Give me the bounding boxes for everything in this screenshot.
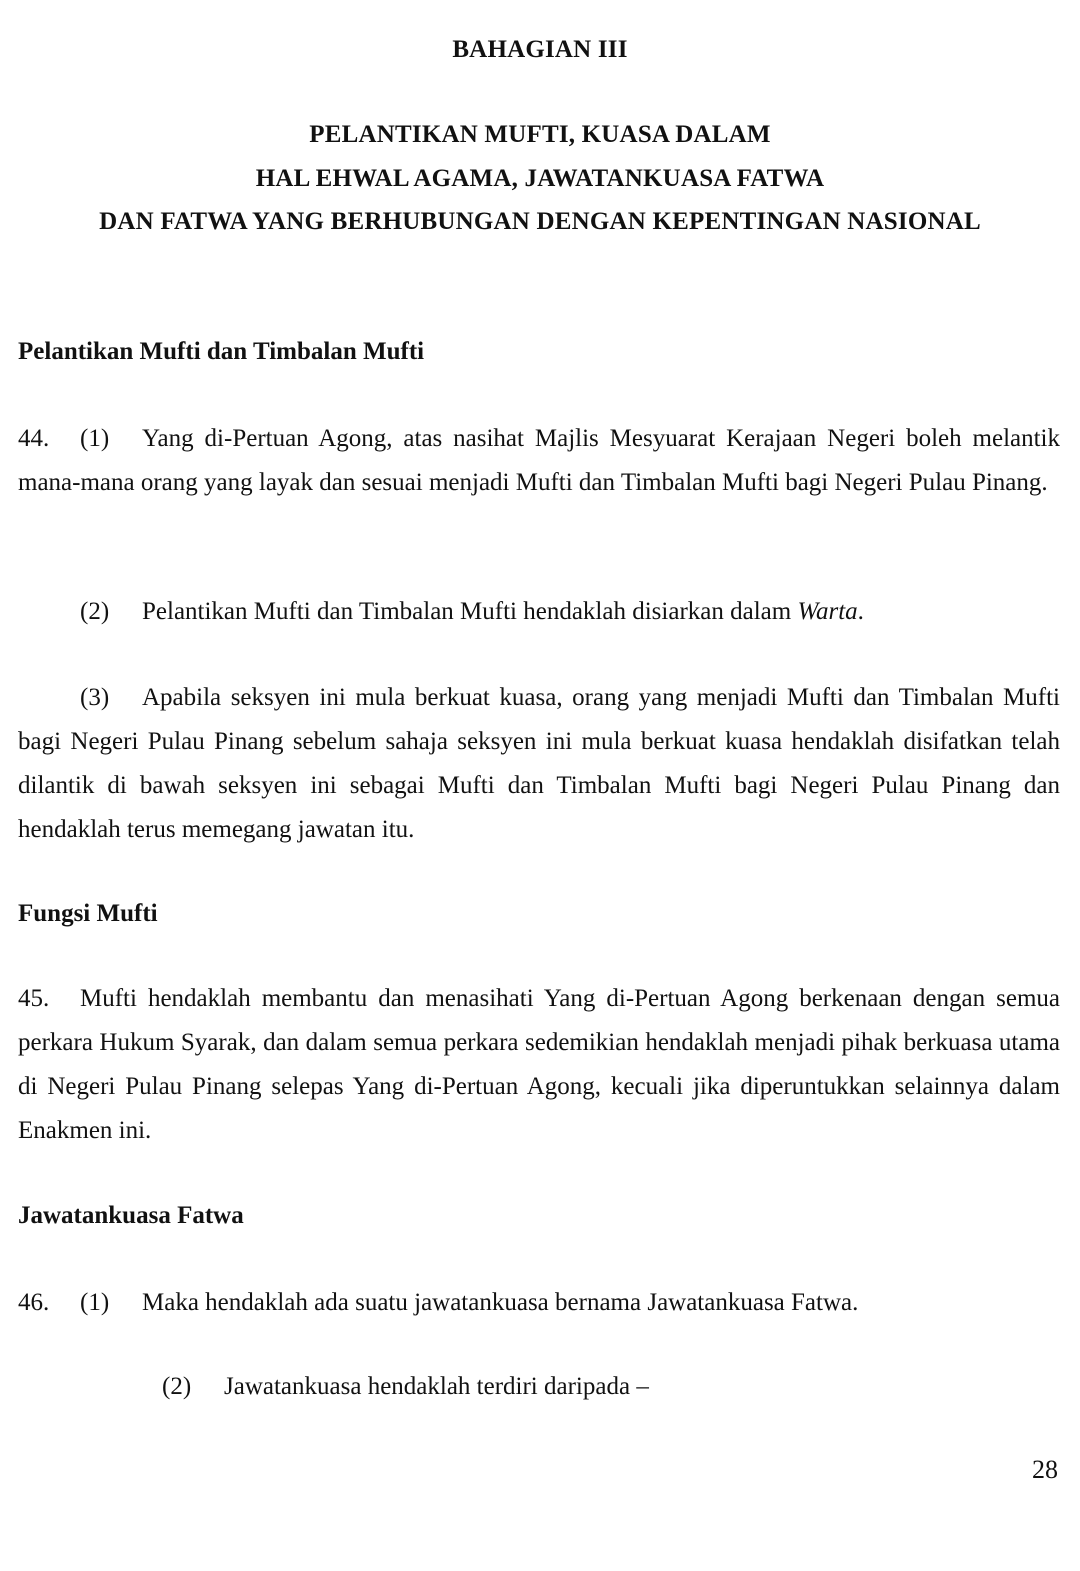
- paragraph-text: Jawatankuasa hendaklah terdiri daripada –: [224, 1373, 649, 1400]
- section-44-subsection-2: [80, 590, 1060, 634]
- section-46-subsection-2: [162, 1365, 1060, 1409]
- part-title-line-2: HAL EHWAL AGAMA, JAWATANKUASA FATWA: [255, 165, 825, 192]
- part-title-line-3: DAN FATWA YANG BERHUBUNGAN DENGAN KEPENTINGAN NASIONAL: [99, 208, 981, 235]
- section-number: 44.: [18, 425, 50, 452]
- page-number: 28: [1032, 1455, 1058, 1484]
- section-44-heading: Pelantikan Mufti dan Timbalan Mufti: [18, 338, 425, 365]
- paragraph-text: Pelantikan Mufti dan Timbalan Mufti hendaklah disiarkan dalam: [142, 598, 798, 625]
- subsection-number: (2): [162, 1373, 192, 1400]
- subsection-number: (2): [80, 598, 110, 625]
- paragraph-text: Apabila seksyen ini mula berkuat kuasa, orang yang menjadi Mufti dan Timbalan Mufti bagi Negeri Pulau Pinang sebelum sahaja seksyen ini mula berkuat kuasa hendaklah disifatkan telah dilantik di bawah seksyen ini sebagai Mufti dan Timbalan Mufti bagi Negeri Pulau Pinang dan hendaklah terus memegang jawatan itu.: [18, 684, 1060, 843]
- section-number: 45.: [18, 985, 50, 1012]
- paragraph-end: .: [857, 598, 864, 625]
- subsection-number: (3): [80, 684, 110, 711]
- section-number: 46.: [18, 1289, 50, 1316]
- paragraph-text: Yang di-Pertuan Agong, atas nasihat Majlis Mesyuarat Kerajaan Negeri boleh melantik mana-mana orang yang layak dan sesuai menjadi Mufti dan Timbalan Mufti bagi Negeri Pulau Pinang.: [18, 425, 1060, 496]
- section-44-subsection-3: [18, 676, 1060, 852]
- paragraph-text: Maka hendaklah ada suatu jawatankuasa bernama Jawatankuasa Fatwa.: [142, 1289, 859, 1316]
- section-46-subsection-1: [18, 1281, 1060, 1325]
- section-44-subsection-1: [18, 417, 1060, 505]
- section-45-heading: Fungsi Mufti: [18, 900, 158, 927]
- section-45-text: [18, 977, 1060, 1153]
- warta-italic: Warta: [797, 598, 858, 625]
- part-title-line-1: PELANTIKAN MUFTI, KUASA DALAM: [309, 121, 771, 148]
- paragraph-text: Mufti hendaklah membantu dan menasihati Yang di-Pertuan Agong berkenaan dengan semua perkara Hukum Syarak, dan dalam semua perkara sedemikian hendaklah menjadi pihak berkuasa utama di Negeri Pulau Pinang selepas Yang di-Pertuan Agong, kecuali jika diperuntukkan selainnya dalam Enakmen ini.: [18, 985, 1060, 1144]
- subsection-number: (1): [80, 425, 110, 452]
- section-46-heading: Jawatankuasa Fatwa: [18, 1202, 244, 1229]
- part-label: BAHAGIAN III: [452, 36, 628, 63]
- subsection-number: (1): [80, 1289, 110, 1316]
